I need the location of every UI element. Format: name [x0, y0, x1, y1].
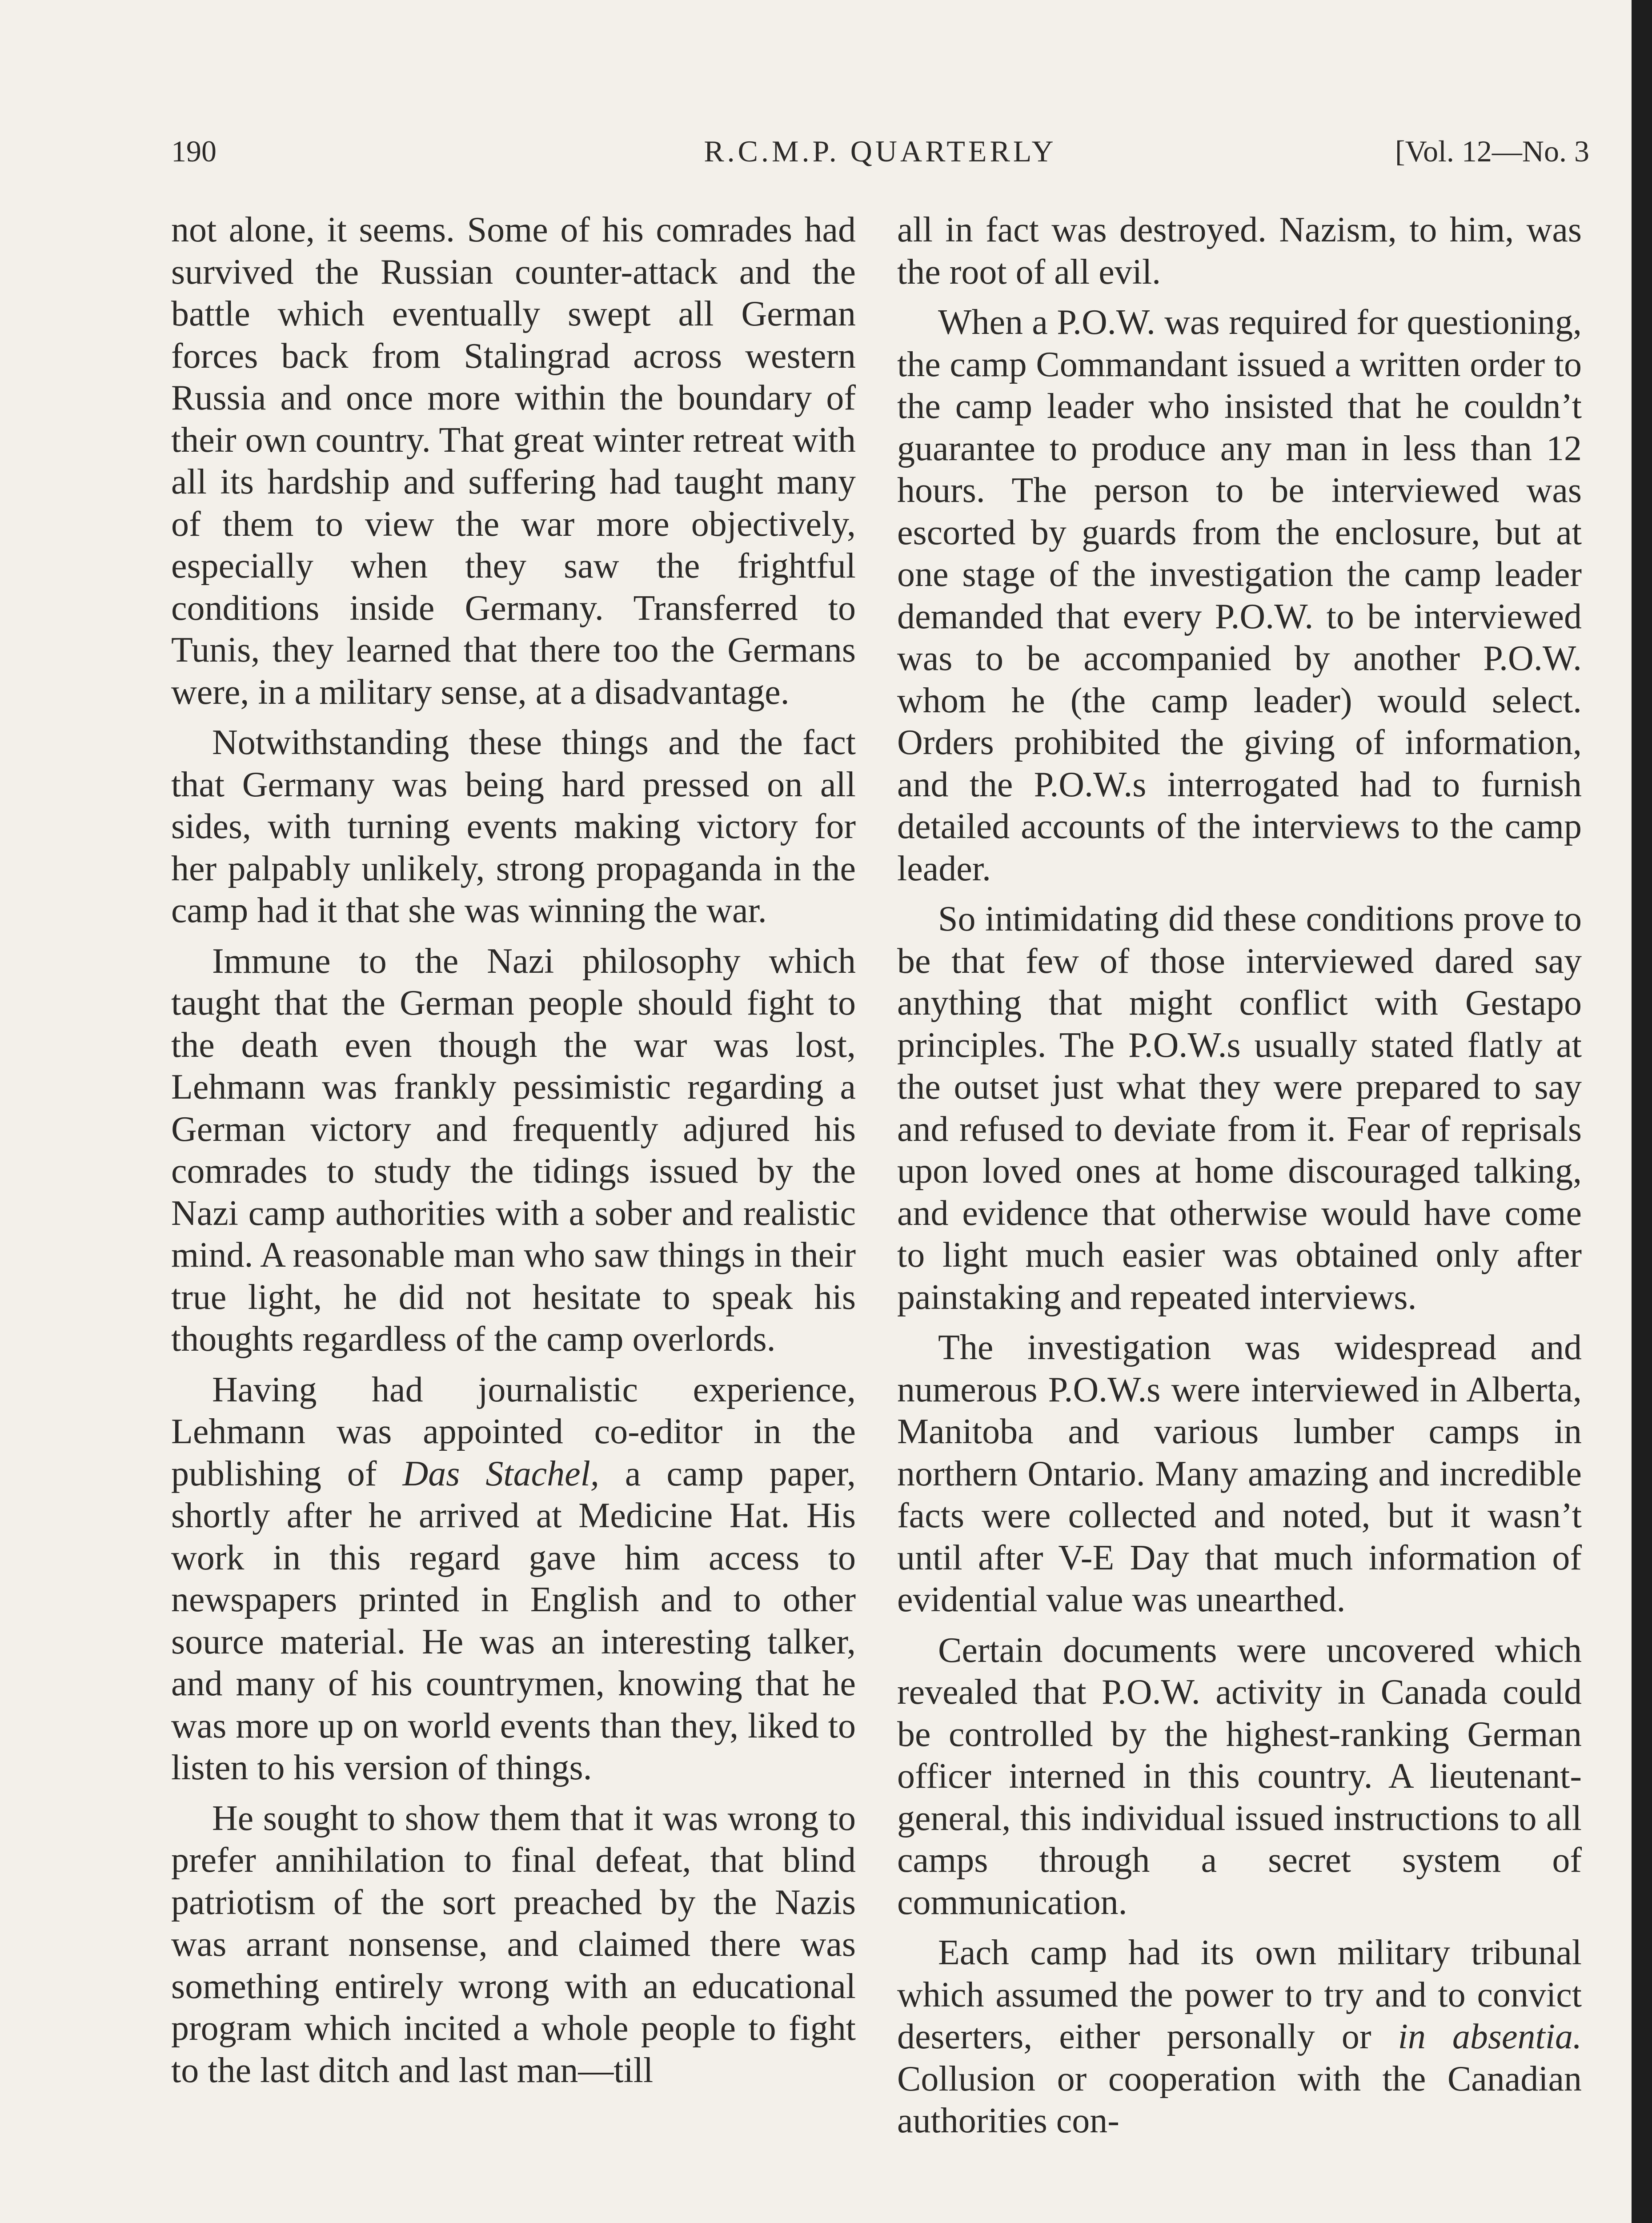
- paragraph: [897, 1932, 1582, 2142]
- running-title: R.C.M.P. QUARTERLY: [704, 134, 1057, 168]
- paragraph: not alone, it seems. Some of his comrades had survived the Russian counter-attack and the battle which eventually swept all German forces back from Stalingrad across western Russia and once more within the boundary of their own country. That great winter retreat with all its hardship and suffering had taught many of them to view the war more objectively, especially when they saw the frightful conditions inside Germany. Transferred to Tunis, they learned that there too the Germans were, in a military sense, at a disadvantage.: [171, 210, 856, 712]
- left-column: [171, 209, 856, 2100]
- paper-name: Das Stachel,: [402, 1454, 599, 1493]
- paragraph: Immune to the Nazi philosophy which taught that the German people should fight to the death even though the war was lost, Lehmann was frankly pessimistic regarding a German victory and frequently adjured his comrades to study the tidings issued by the Nazi camp authorities with a sober and realistic mind. A reasonable man who saw things in their true light, he did not hesitate to speak his thoughts regardless of the camp overlords.: [171, 941, 856, 1359]
- paragraph: Certain documents were uncovered which revealed that P.O.W. activity in Canada could be controlled by the highest-ranking German officer interned in this country. A lieutenant-general, this individual issued instructions to all camps through a secret system of communication.: [897, 1630, 1582, 1922]
- paragraph-text: Each camp had its own military tribunal which assumed the power to try and to convict deserters, either personally or: [897, 1933, 1582, 2056]
- paragraph-text: Collusion or cooperation with the Canadian authorities con-: [897, 2059, 1582, 2140]
- paragraph: Notwithstanding these things and the fact that Germany was being hard pressed on all sides, with turning events making victory for her palpably unlikely, strong propaganda in the camp had it that she was winning the war.: [171, 723, 856, 930]
- latin-term: in absentia.: [1398, 2017, 1582, 2056]
- running-header: [171, 131, 1589, 171]
- paragraph-text: a camp paper, shortly after he arrived at Medicine Hat. His work in this regard gave him access to newspapers printed in English and to other source material. He was an interesting talker, and many of his countrymen, knowing that he was more up on world events than they, liked to listen to his version of things.: [171, 1454, 856, 1787]
- page-number: 190: [171, 134, 217, 168]
- paragraph: He sought to show them that it was wrong to prefer annihilation to final defeat, that blind patriotism of the sort preached by the Nazis was arrant nonsense, and claimed there was something entirely wrong with an educational program which incited a whole people to fight to the last ditch and last man—till: [171, 1798, 856, 2090]
- paragraph: [171, 1369, 856, 1789]
- paragraph: So intimidating did these conditions prove to be that few of those interviewed dared say anything that might conflict with Gestapo principles. The P.O.W.s usually stated flatly at the outset just what they were prepared to say and refused to deviate from it. Fear of reprisals upon loved ones at home discouraged talking, and evidence that otherwise would have come to light much easier was obtained only after painstaking and repeated interviews.: [897, 899, 1582, 1317]
- paragraph: When a P.O.W. was required for questioning, the camp Commandant issued a written order to the camp leader who insisted that he couldn’t guarantee to produce any man in less than 12 hours. The person to be interviewed was escorted by guards from the enclosure, but at one stage of the investigation the camp leader demanded that every P.O.W. to be interviewed was to be accompanied by another P.O.W. whom he (the camp leader) would select. Orders prohibited the giving of information, and the P.O.W.s interrogated had to furnish detailed accounts of the interviews to the camp leader.: [897, 303, 1582, 888]
- volume-info: [Vol. 12—No. 3: [1395, 134, 1589, 168]
- paragraph-text: Having had journalistic experience, Lehmann was appointed co-editor in the publishing of: [171, 1370, 856, 1493]
- page-edge: [1632, 0, 1652, 2223]
- paragraph: all in fact was destroyed. Nazism, to him, was the root of all evil.: [897, 210, 1582, 292]
- right-column: [897, 209, 1582, 2151]
- paragraph: The investigation was widespread and numerous P.O.W.s were interviewed in Alberta, Manitoba and various lumber camps in northern Ontario. Many amazing and incredible facts were collected and noted, but it wasn’t until after V-E Day that much information of evidential value was unearthed.: [897, 1328, 1582, 1619]
